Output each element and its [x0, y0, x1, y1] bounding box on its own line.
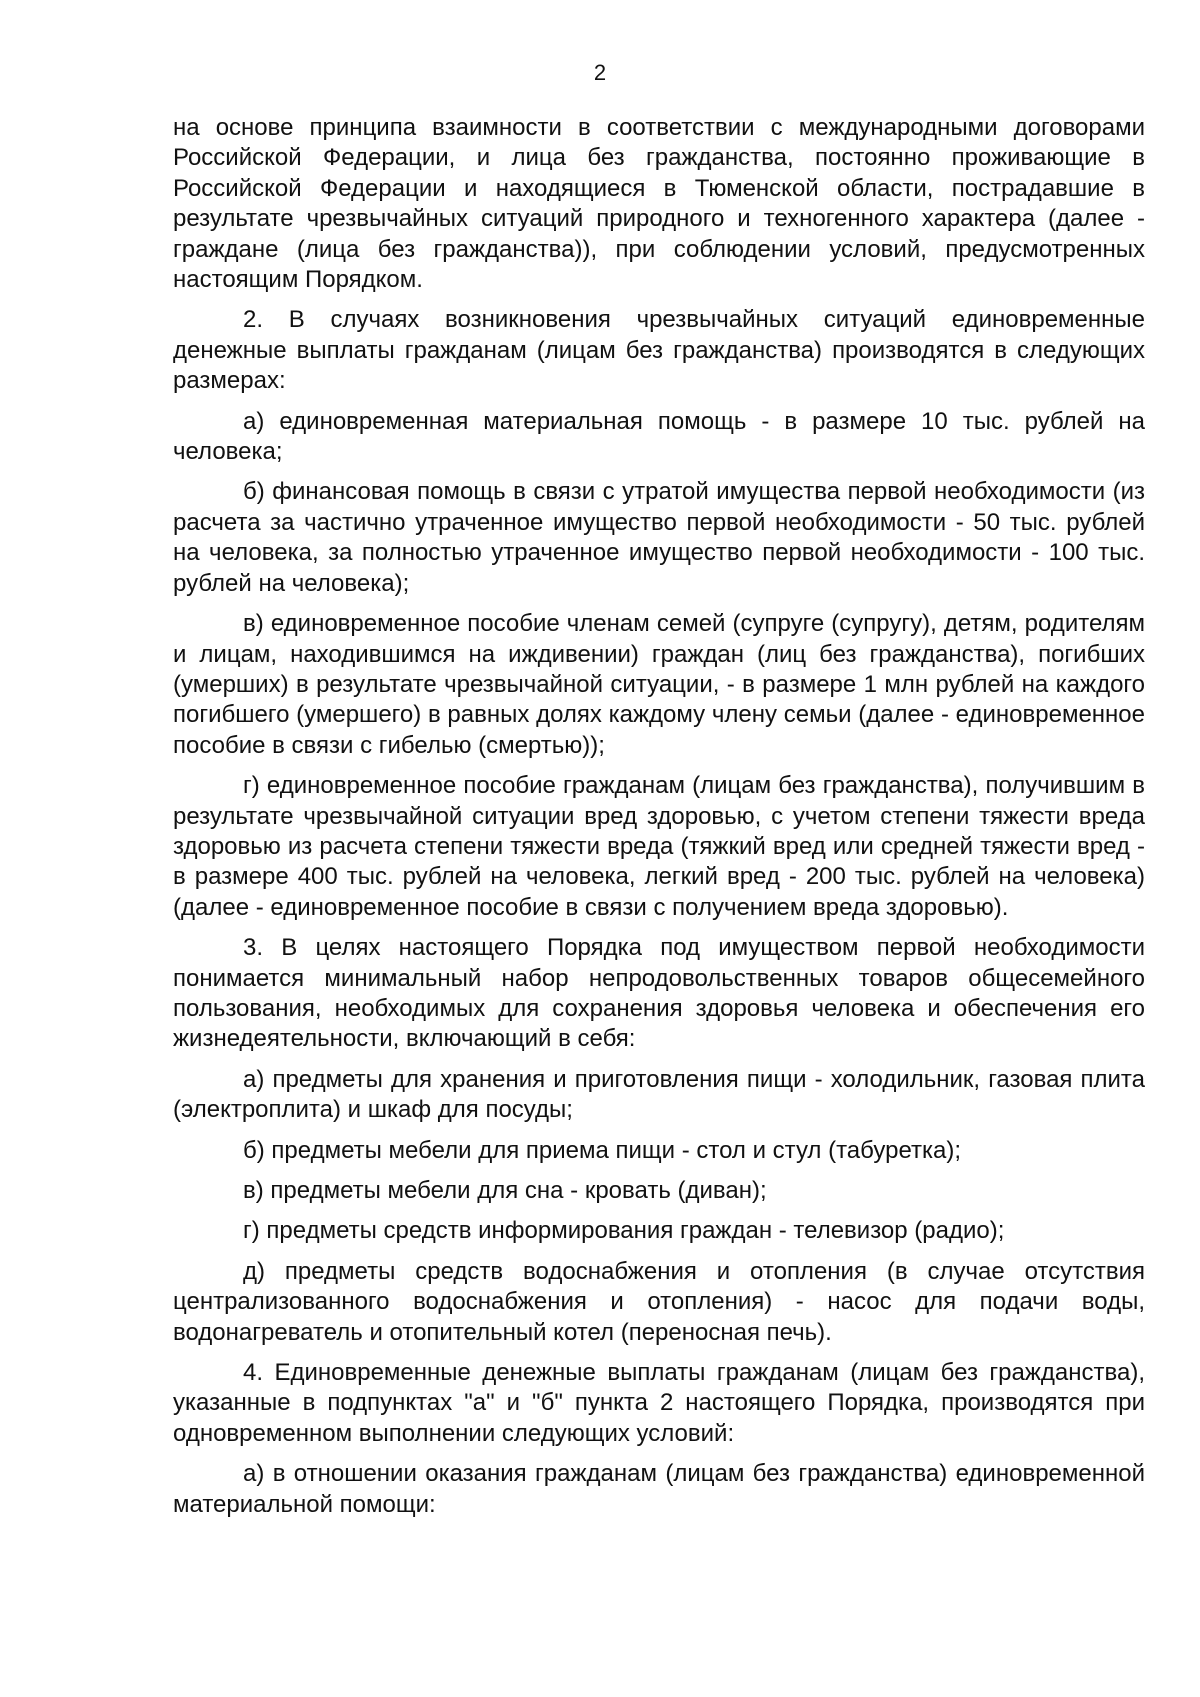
document-body — [173, 113, 1145, 1530]
paragraph-clause-4: 4. Единовременные денежные выплаты гражданам (лицам без гражданства), указанные в подпунктах "а" и "б" пункта 2 настоящего Порядка, производятся при одновременном выполнении следующих условий: — [173, 1359, 1145, 1447]
paragraph-clause-2v: в) единовременное пособие членам семей (супруге (супругу), детям, родителям и лицам, находившимся на иждивении) граждан (лиц без гражданства), погибших (умерших) в результате чрезвычайной ситуации, - в размере 1 млн рублей на каждого погибшего (умершего) в равных долях каждому члену семьи (далее - единовременное пособие в связи с гибелью (смертью)); — [173, 610, 1145, 759]
paragraph-continuation: на основе принципа взаимности в соответствии с международными договорами Российской Федерации, и лица без гражданства, постоянно проживающие в Российской Федерации и находящиеся в Тюменской области, пострадавшие в результате чрезвычайных ситуаций природного и техногенного характера (далее - граждане (лица без гражданства)), при соблюдении условий, предусмотренных настоящим Порядком. — [173, 114, 1145, 294]
paragraph-clause-3b: б) предметы мебели для приема пищи - стол и стул (табуретка); — [243, 1136, 962, 1164]
paragraph-clause-2g: г) единовременное пособие гражданам (лицам без гражданства), получившим в результате чрезвычайной ситуации вред здоровью, с учетом степени тяжести вреда здоровью из расчета степени тяжести вреда (тяжкий вред или средней тяжести вред - в размере 400 тыс. рублей на человека, легкий вред - 200 тыс. рублей на человека) (далее - единовременное пособие в связи с получением вреда здоровью). — [173, 772, 1145, 921]
paragraph-clause-3a: а) предметы для хранения и приготовления пищи - холодильник, газовая плита (электроплита) и шкаф для посуды; — [173, 1065, 1145, 1124]
page-number: 2 — [593, 60, 607, 85]
paragraph-clause-3g: г) предметы средств информирования граждан - телевизор (радио); — [243, 1217, 1005, 1245]
paragraph-clause-4a: а) в отношении оказания гражданам (лицам без гражданства) единовременной материальной помощи: — [173, 1460, 1145, 1518]
paragraph-clause-2: 2. В случаях возникновения чрезвычайных ситуаций единовременные денежные выплаты гражданам (лицам без гражданства) производятся в следующих размерах: — [173, 306, 1145, 395]
paragraph-clause-2b: б) финансовая помощь в связи с утратой имущества первой необходимости (из расчета за частично утраченное имущество первой необходимости - 50 тыс. рублей на человека, за полностью утраченное имущество первой необходимости - 100 тыс. рублей на человека); — [173, 478, 1145, 597]
paragraph-clause-3v: в) предметы мебели для сна - кровать (диван); — [243, 1177, 767, 1204]
paragraph-clause-2a: а) единовременная материальная помощь - в размере 10 тыс. рублей на человека; — [173, 407, 1145, 466]
paragraph-clause-3: 3. В целях настоящего Порядка под имуществом первой необходимости понимается минимальный набор непродовольственных товаров общесемейного пользования, необходимых для сохранения здоровья человека и обеспечения его жизнедеятельности, включающий в себя: — [173, 934, 1145, 1053]
paragraph-clause-3d: д) предметы средств водоснабжения и отопления (в случае отсутствия централизованного водоснабжения и отопления) - насос для подачи воды, водонагреватель и отопительный котел (переносная печь). — [173, 1257, 1145, 1346]
